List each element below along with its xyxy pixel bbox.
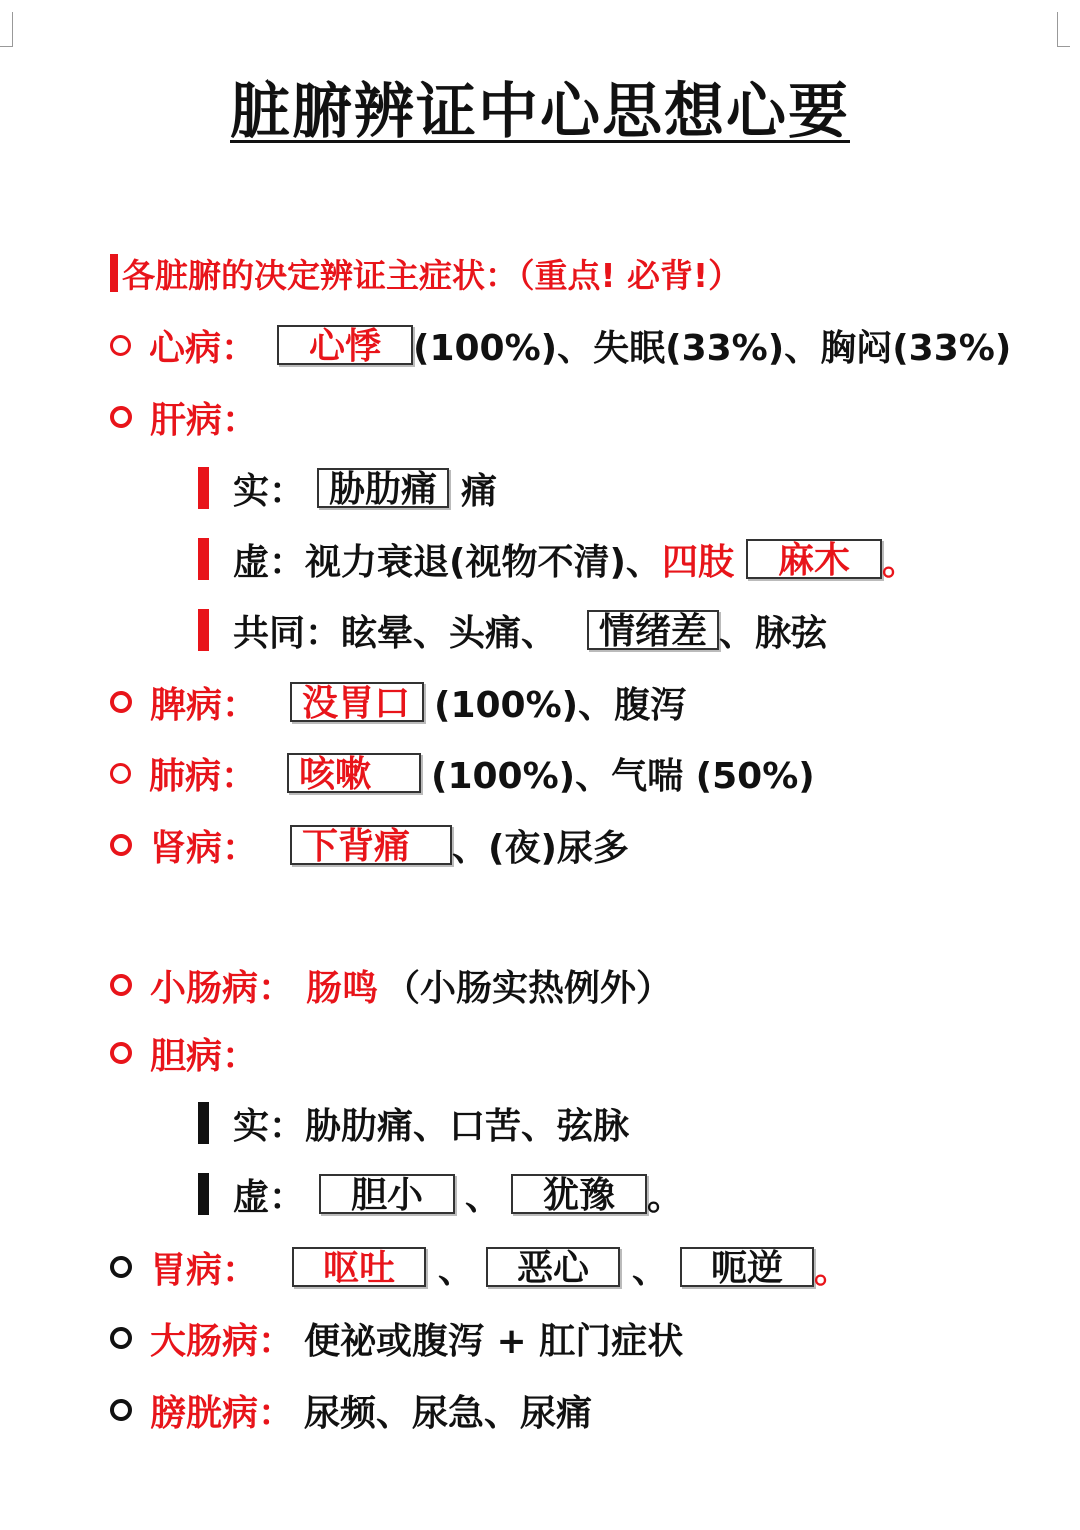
item-label: 脾病： — [150, 684, 259, 726]
key-symptom-box: 没胃口 — [290, 682, 424, 722]
separator: 、 — [465, 1176, 502, 1218]
subitem-liver-common — [198, 605, 827, 655]
item-label: 肝病： — [150, 399, 259, 441]
sub-marker — [198, 1102, 209, 1144]
item-small-intestine — [110, 960, 672, 1010]
sub-label: 虚： — [233, 541, 306, 583]
item-label: 肺病： — [149, 755, 258, 797]
separator: 、 — [632, 1249, 669, 1291]
item-text: 便祕或腹泻 + 肛门症状 — [304, 1320, 684, 1362]
item-heart — [110, 320, 1011, 370]
item-label: 肾病： — [150, 827, 259, 869]
item-label: 膀胱病： — [150, 1392, 295, 1434]
item-kidney — [110, 820, 629, 870]
key-symptom-box: 胆小 — [319, 1174, 455, 1214]
item-text: 眩晕、头痛、 — [341, 612, 558, 654]
sub-label: 实： — [233, 1105, 306, 1147]
item-text: 、(夜)尿多 — [452, 827, 629, 869]
item-gallbladder — [110, 1028, 258, 1078]
item-spleen — [110, 677, 686, 727]
key-symptom-box: 呕吐 — [292, 1247, 426, 1287]
heading-marker — [110, 254, 118, 292]
item-large-intestine — [110, 1313, 683, 1363]
section-heading — [110, 248, 741, 298]
bullet-icon — [110, 1399, 132, 1421]
key-symptom-box: 心悸 — [277, 325, 413, 365]
item-text: (100%)、气喘 (50%) — [431, 755, 815, 797]
sub-marker — [198, 1173, 209, 1215]
item-label: 小肠病： — [150, 967, 295, 1009]
key-symptom-box: 胁肋痛 — [317, 468, 449, 508]
end-mark: 。 — [881, 541, 918, 583]
bullet-icon — [110, 1327, 132, 1349]
subitem-gallbladder-shi — [198, 1098, 629, 1148]
bullet-icon — [110, 763, 131, 784]
key-symptom-box: 犹豫 — [511, 1174, 647, 1214]
subitem-gallbladder-xu — [198, 1169, 683, 1219]
key-symptom-box: 呃逆 — [680, 1247, 814, 1287]
separator: 、 — [438, 1249, 475, 1291]
subitem-liver-shi — [198, 463, 497, 513]
item-label: 胆病： — [150, 1035, 259, 1077]
key-symptom-box: 情绪差 — [587, 610, 719, 650]
end-mark: 。 — [814, 1249, 851, 1291]
sub-marker — [198, 467, 209, 509]
key-symptom-box: 恶心 — [486, 1247, 620, 1287]
sub-label: 实： — [233, 470, 306, 512]
item-liver — [110, 392, 258, 442]
item-text: （小肠实热例外） — [384, 967, 673, 1009]
sub-label: 共同： — [233, 612, 342, 654]
highlight-text: 肠鸣 — [306, 967, 379, 1009]
key-symptom-box: 下背痛 — [290, 825, 452, 865]
item-text: 痛 — [461, 470, 498, 512]
item-label: 心病： — [149, 327, 258, 369]
item-text: (100%)、失眠(33%)、胸闷(33%) — [413, 327, 1012, 369]
page-title — [0, 64, 1080, 150]
key-symptom-box: 咳嗽 — [287, 753, 421, 793]
item-bladder — [110, 1385, 592, 1435]
item-text: 尿频、尿急、尿痛 — [304, 1392, 593, 1434]
subitem-liver-xu — [198, 534, 918, 584]
bullet-icon — [110, 834, 132, 856]
item-text: 胁肋痛、口苦、弦脉 — [305, 1105, 630, 1147]
highlight-text: 四肢 — [661, 541, 734, 583]
page-title-text: 脏腑辨证中心思想心要 — [230, 77, 850, 147]
sub-marker — [198, 609, 209, 651]
end-mark: 。 — [647, 1176, 684, 1218]
item-text: (100%)、腹泻 — [434, 684, 687, 726]
item-label: 大肠病： — [150, 1320, 295, 1362]
sub-marker — [198, 538, 209, 580]
sub-label: 虚： — [233, 1176, 306, 1218]
bullet-icon — [110, 691, 132, 713]
key-symptom-box: 麻木 — [746, 539, 882, 579]
page-corner-mark-left — [0, 12, 13, 47]
bullet-icon — [110, 974, 132, 996]
item-text: 视力衰退(视物不清)、 — [305, 541, 662, 583]
page-corner-mark-right — [1057, 12, 1070, 47]
bullet-icon — [110, 406, 132, 428]
item-text: 、脉弦 — [719, 612, 828, 654]
item-lung — [110, 748, 815, 798]
section-heading-text: 各脏腑的决定辨证主症状：（重点! 必背!） — [122, 255, 742, 295]
bullet-icon — [110, 1256, 132, 1278]
bullet-icon — [110, 335, 131, 356]
bullet-icon — [110, 1042, 132, 1064]
item-label: 胃病： — [150, 1249, 259, 1291]
item-stomach — [110, 1242, 850, 1292]
